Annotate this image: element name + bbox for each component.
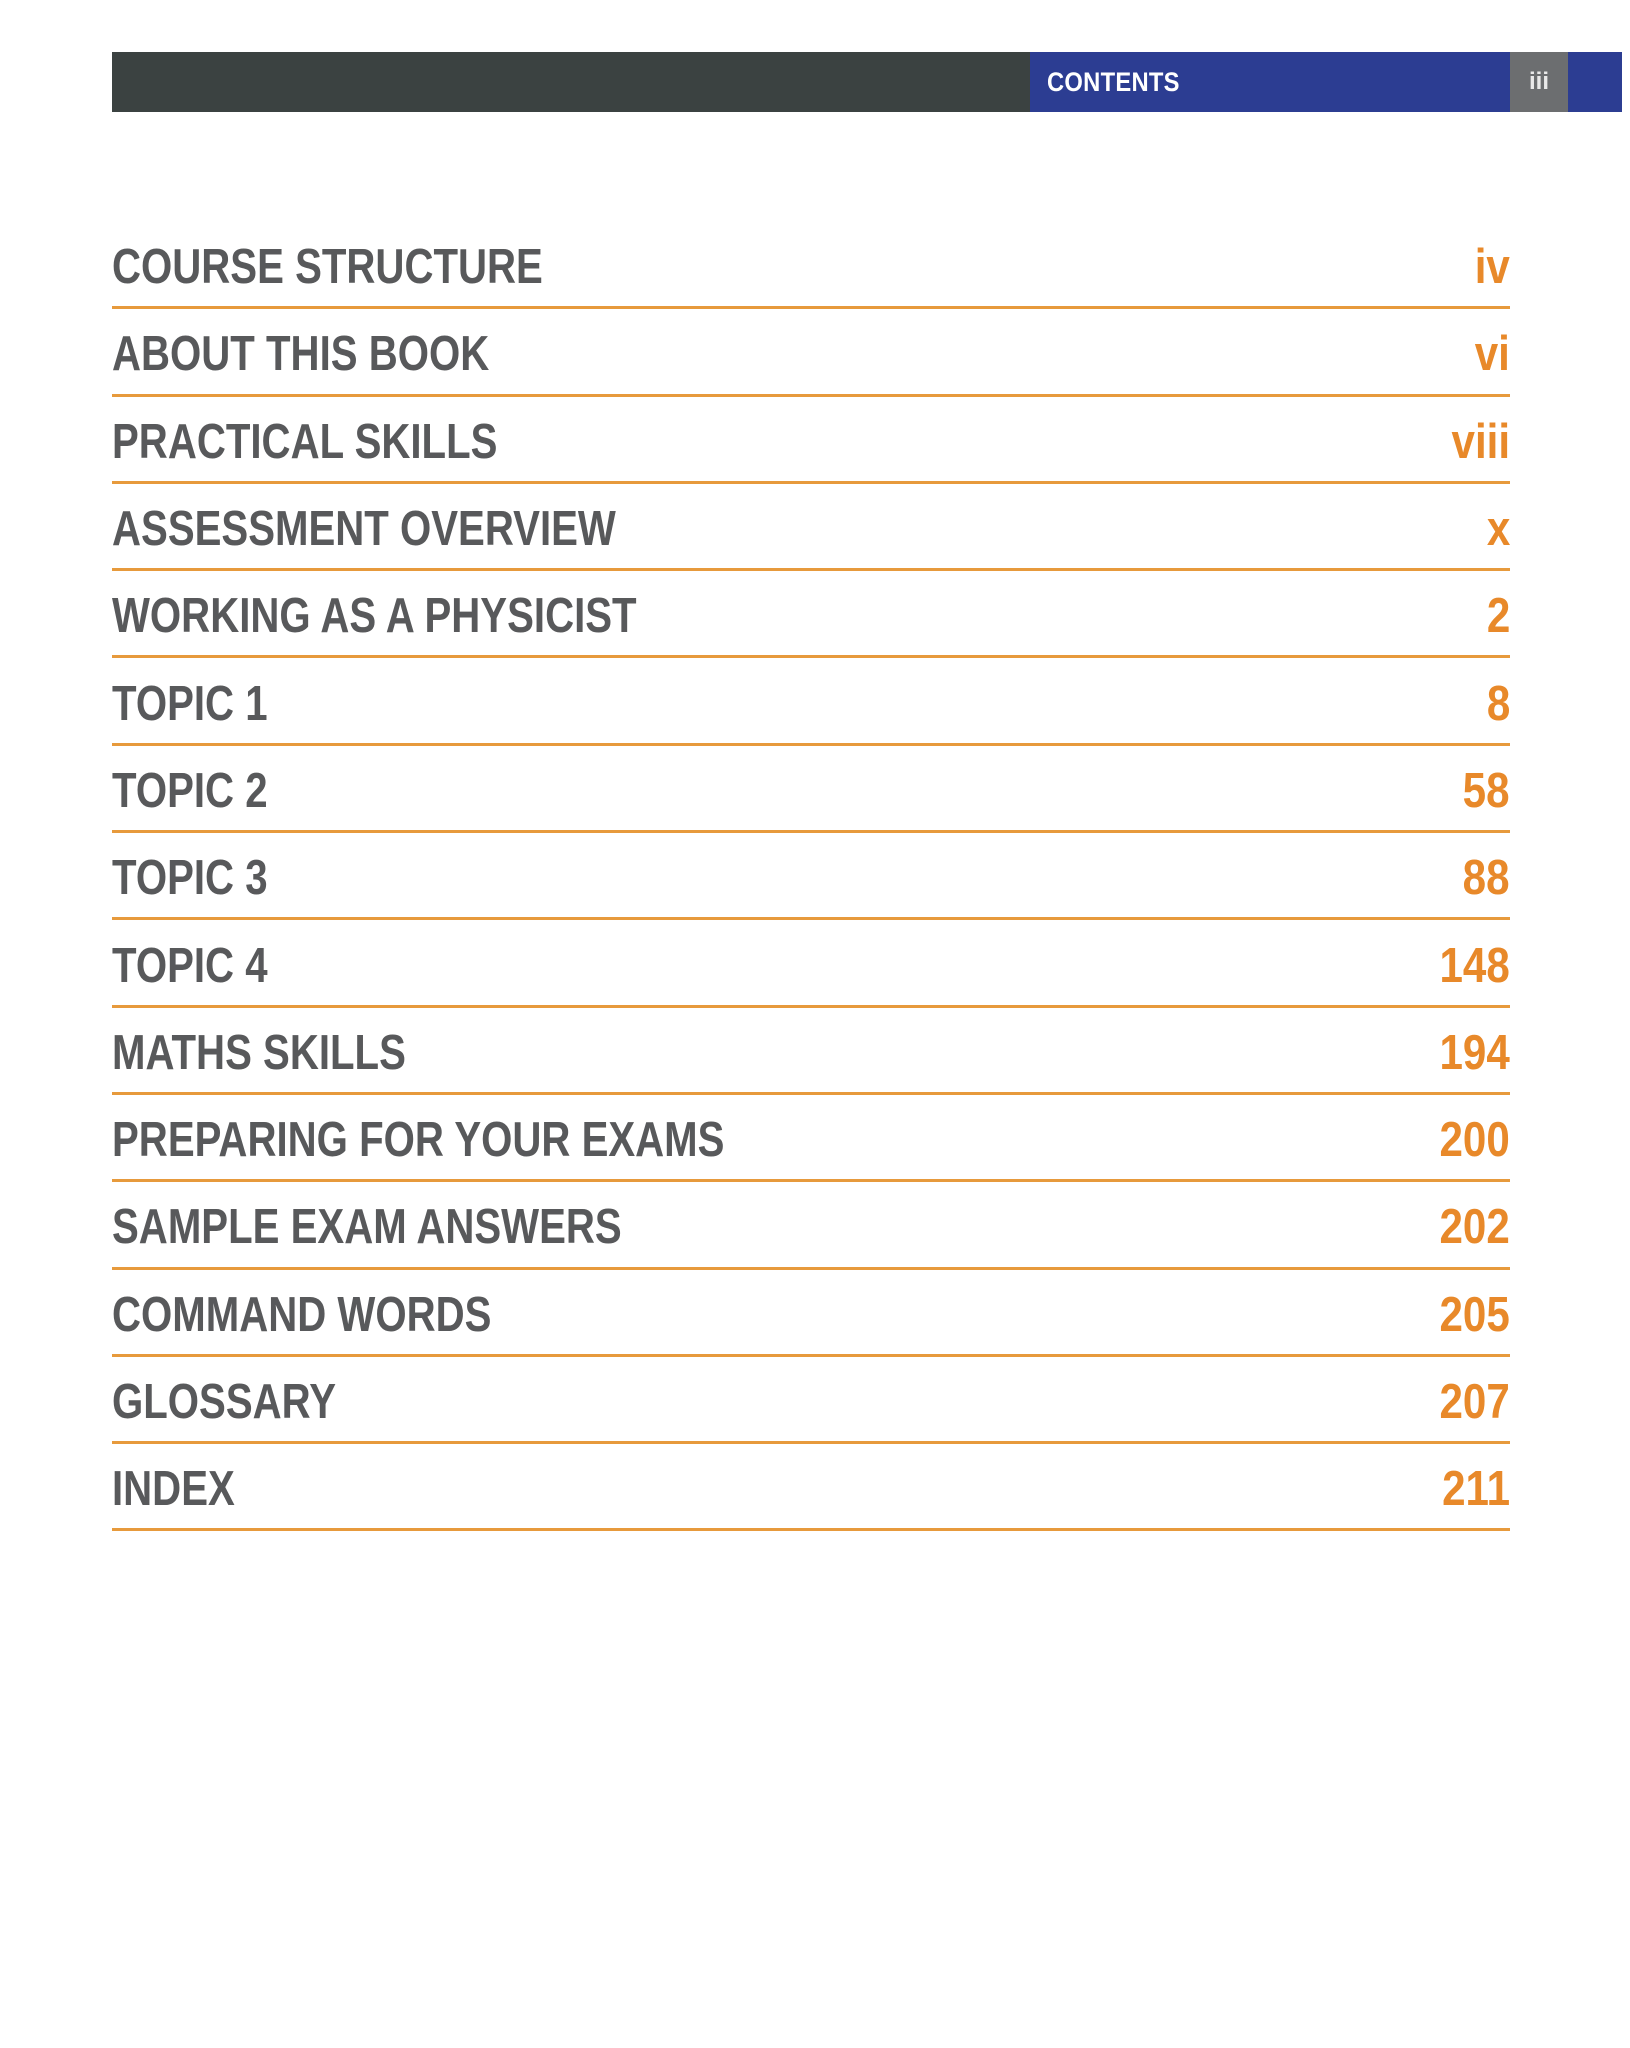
header-page-number: iii: [1510, 52, 1568, 112]
header-section-label: CONTENTS: [1047, 66, 1180, 97]
toc-entry-title: ASSESSMENT OVERVIEW: [112, 502, 616, 557]
toc-entry-title: TOPIC 4: [112, 938, 268, 993]
toc-entry[interactable]: [112, 746, 1510, 833]
toc-entry-page: 148: [1439, 938, 1510, 993]
toc-entry-title: TOPIC 2: [112, 763, 268, 818]
header-tail-band: [1568, 52, 1622, 112]
toc-entry[interactable]: [112, 833, 1510, 920]
toc-entry[interactable]: [112, 222, 1510, 309]
toc-entry[interactable]: [112, 1008, 1510, 1095]
toc-entry[interactable]: [112, 309, 1510, 396]
toc-entry[interactable]: [112, 484, 1510, 571]
toc-entry-title: WORKING AS A PHYSICIST: [112, 589, 637, 644]
toc-entry[interactable]: [112, 397, 1510, 484]
toc-entry[interactable]: [112, 658, 1510, 745]
toc-entry[interactable]: [112, 1357, 1510, 1444]
header-dark-band: [112, 52, 1030, 112]
toc-entry-title: INDEX: [112, 1462, 235, 1517]
toc-entry-page: iv: [1474, 240, 1510, 295]
toc-entry[interactable]: [112, 1444, 1510, 1531]
toc-entry-page: 211: [1442, 1462, 1510, 1517]
toc-entry[interactable]: [112, 1182, 1510, 1269]
toc-entry-page: 202: [1439, 1200, 1510, 1255]
toc-entry-title: GLOSSARY: [112, 1375, 337, 1429]
toc-entry-title: COMMAND WORDS: [112, 1287, 492, 1342]
toc-entry[interactable]: [112, 571, 1510, 658]
toc-entry-page: 194: [1439, 1025, 1510, 1080]
toc-entry-page: 8: [1486, 676, 1510, 731]
toc-entry[interactable]: [112, 1095, 1510, 1182]
toc-entry-title: COURSE STRUCTURE: [112, 240, 543, 295]
toc-entry[interactable]: [112, 1270, 1510, 1357]
toc-entry-page: 207: [1439, 1375, 1510, 1429]
toc-entry-page: 200: [1439, 1113, 1510, 1168]
toc-entry-title: ABOUT THIS BOOK: [112, 327, 490, 382]
toc-entry-page: 88: [1463, 851, 1510, 906]
toc-entry-title: MATHS SKILLS: [112, 1025, 406, 1080]
toc-entry-page: 205: [1439, 1287, 1510, 1342]
toc-entry-page: 2: [1486, 589, 1510, 644]
table-of-contents: [112, 222, 1510, 1531]
toc-entry-page: 58: [1463, 763, 1510, 818]
running-header: [112, 52, 1622, 112]
toc-entry-page: x: [1486, 502, 1510, 557]
toc-entry[interactable]: [112, 920, 1510, 1007]
toc-entry-title: SAMPLE EXAM ANSWERS: [112, 1200, 622, 1255]
toc-entry-title: TOPIC 3: [112, 851, 268, 906]
toc-entry-title: PREPARING FOR YOUR EXAMS: [112, 1113, 725, 1168]
toc-entry-title: TOPIC 1: [112, 676, 268, 731]
toc-entry-title: PRACTICAL SKILLS: [112, 414, 498, 469]
toc-entry-page: viii: [1451, 414, 1510, 469]
toc-entry-page: vi: [1474, 327, 1510, 382]
header-section-band: [1030, 52, 1510, 112]
